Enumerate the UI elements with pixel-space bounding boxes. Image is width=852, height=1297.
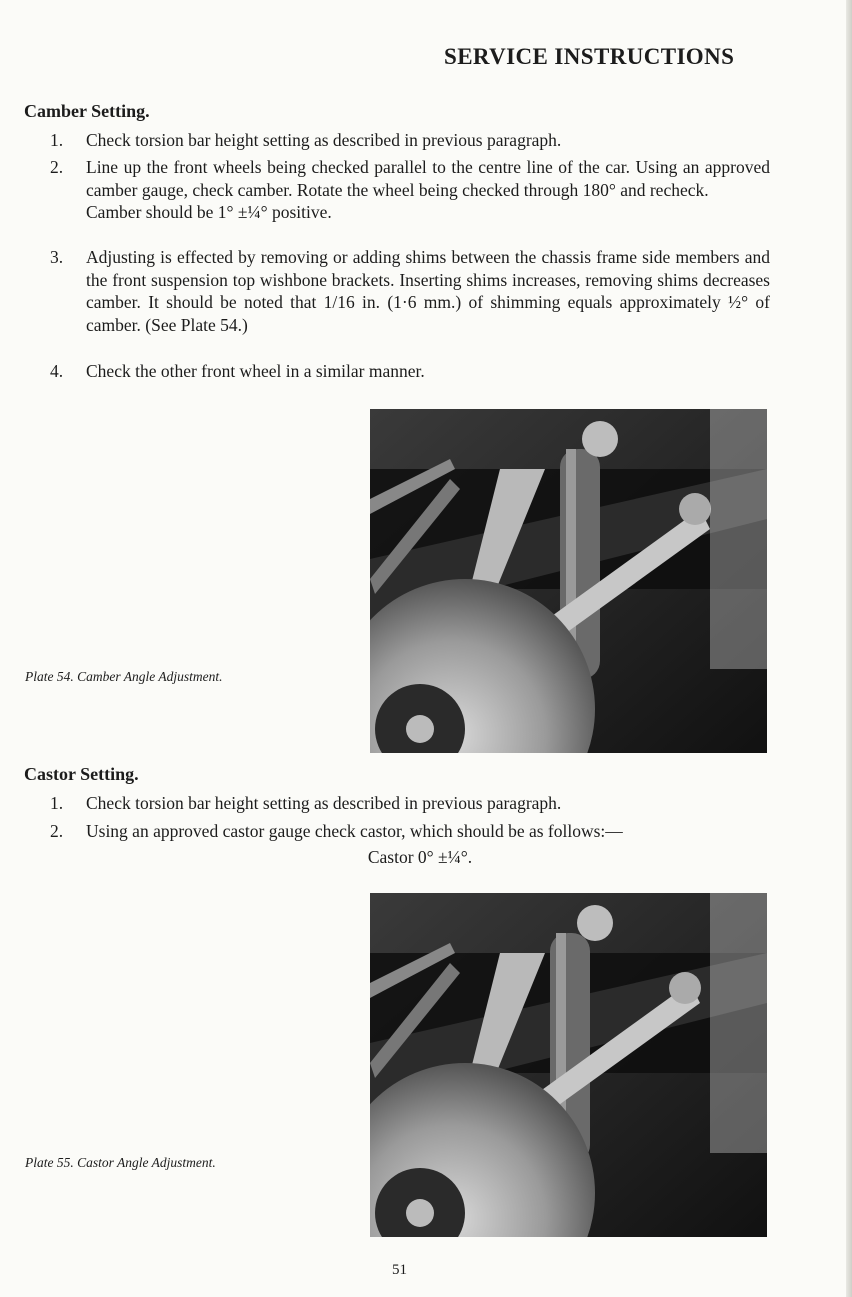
- step-number: 2.: [50, 821, 64, 841]
- step-text: Check torsion bar height setting as described in previous paragraph.: [86, 130, 562, 150]
- camber-step-1: [50, 129, 770, 152]
- page-edge: [846, 0, 852, 1297]
- step-number: 1.: [50, 130, 64, 150]
- plate-54-caption: Plate 54. Camber Angle Adjustment.: [25, 669, 223, 684]
- castor-step-1: [50, 792, 770, 815]
- camber-heading: Camber Setting.: [24, 101, 150, 121]
- castor-heading: Castor Setting.: [24, 764, 139, 784]
- page-number: 51: [392, 1262, 407, 1278]
- plate-54-photo: [370, 409, 767, 753]
- step-number: 1.: [50, 793, 64, 813]
- page-title: SERVICE INSTRUCTIONS: [444, 44, 735, 69]
- step-text: Line up the front wheels being checked parallel to the centre line of the car. Using an approved camber gauge, check camber. Rotate the wheel being checked through 180° and recheck.: [86, 157, 770, 200]
- camber-step-4: [50, 360, 770, 383]
- step-number: 4.: [50, 361, 64, 381]
- plate-55-caption: Plate 55. Castor Angle Adjustment.: [25, 1155, 216, 1170]
- camber-spec: Camber should be 1° ±¼° positive.: [86, 202, 332, 222]
- step-text: Check the other front wheel in a similar manner.: [86, 361, 425, 381]
- step-number: 3.: [50, 247, 64, 267]
- plate-55-photo: [370, 893, 767, 1237]
- step-text: Using an approved castor gauge check castor, which should be as follows:—: [86, 821, 623, 841]
- castor-step-2: [50, 820, 770, 843]
- step-text: Adjusting is effected by removing or adding shims between the chassis frame side members and the front suspension top wishbone brackets. Inserting shims increases, removing shims decreases camber. It should be noted that 1/16 in. (1·6 mm.) of shimming equals approximately ½° of camber. (See Plate 54.): [86, 247, 770, 335]
- castor-spec: Castor 0° ±¼°.: [367, 847, 473, 867]
- step-number: 2.: [50, 157, 64, 177]
- camber-step-2: [50, 156, 770, 224]
- camber-step-3: [50, 246, 770, 336]
- step-text: Check torsion bar height setting as described in previous paragraph.: [86, 793, 562, 813]
